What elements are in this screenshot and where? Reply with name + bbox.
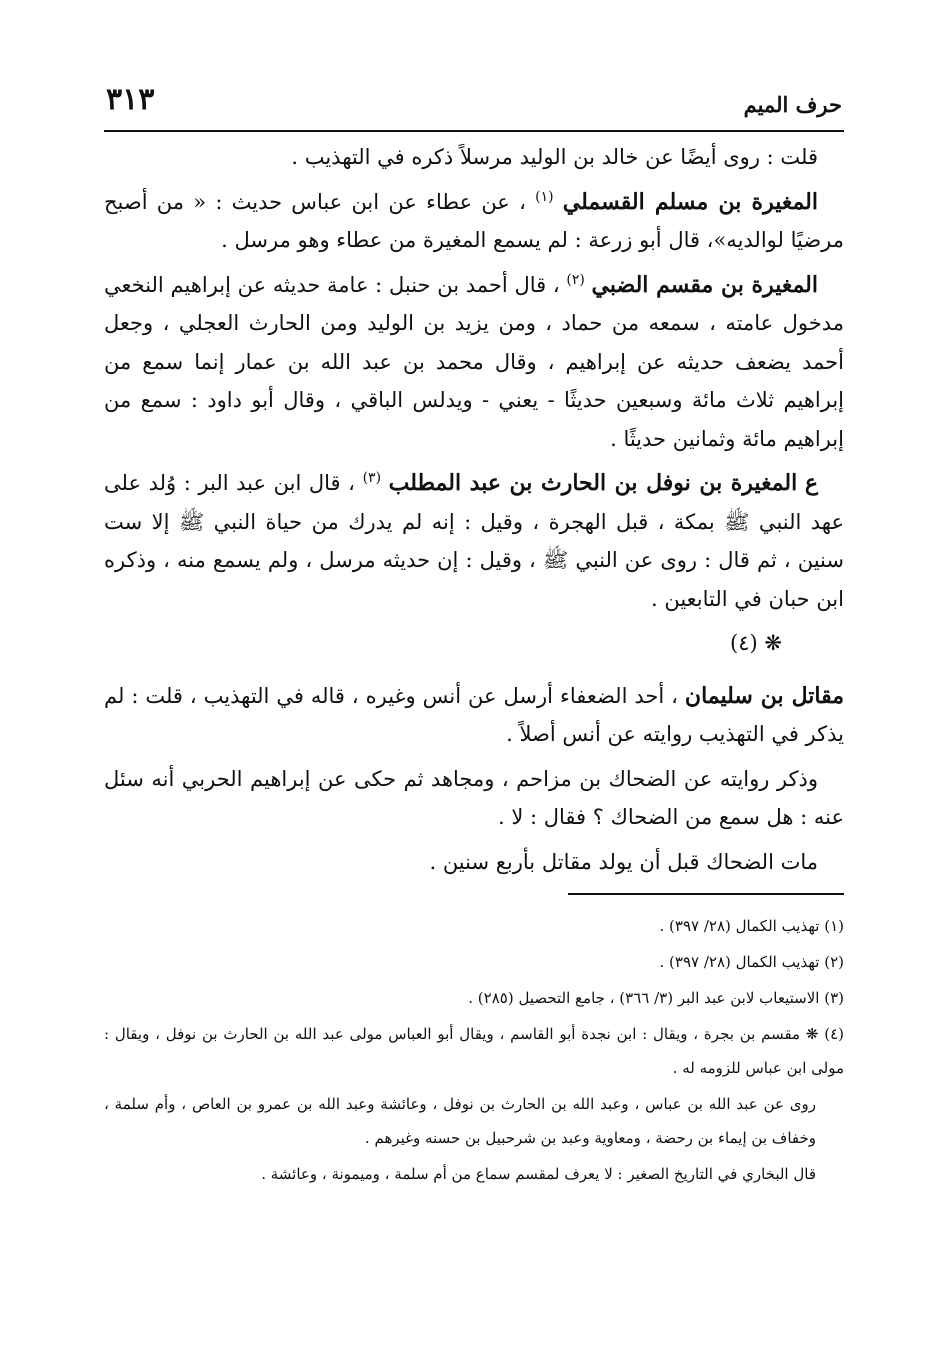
- book-page: [104, 72, 844, 1191]
- entry-name: المغيرة بن مقسم الضبي: [591, 271, 818, 298]
- footnote-ref-2: (٢): [566, 271, 585, 288]
- entry-mughira-dabbi: [104, 266, 844, 459]
- page-number: ٣١٣: [106, 82, 155, 117]
- entry-prefix: ع: [804, 470, 818, 496]
- footnote-4: (٤) ❋ مقسم بن بجرة ، ويقال : ابن نجدة أبو القاسم ، ويقال أبو العباس مولى عبد الله بن الحارث بن نوفل ، ويقال : مولى ابن عباس للزومه له .: [104, 1025, 844, 1077]
- footnote-1: (١) تهذيب الكمال (٢٨/ ٣٩٧) .: [659, 917, 844, 935]
- footnote-2: (٢) تهذيب الكمال (٢٨/ ٣٩٧) .: [659, 953, 844, 971]
- entry-text: ، قال أحمد بن حنبل : عامة حديثه عن إبراهيم النخعي مدخول عامته ، سمعه من حماد ، ومن يزيد بن الوليد ومن الحارث العجلي ، وجعل أحمد يضعف حديثه عن إبراهيم ، وقال محمد بن عبد الله بن عمار إنما سمع من إبراهيم ثلاث مائة وسبعين حديثًا - يعني - ويدلس الباقي ، وقال أبو داود : سمع من إبراهيم مائة وثمانين حديثًا .: [104, 272, 844, 451]
- entry-mughira-qasmali: [104, 183, 844, 260]
- page-header: [104, 72, 844, 132]
- entry-text: ، قال ابن عبد البر : وُلد على عهد النبي ﷺ بمكة ، قبل الهجرة ، وقيل : إنه لم يدرك من حياة النبي ﷺ إلا ست سنين ، ثم قال : روى عن النبي ﷺ ، وقيل : إن حديثه مرسل ، ولم يسمع منه ، وذكره ابن حبان في التابعين .: [104, 471, 844, 611]
- star-footnote-marker: ❋ (٤): [730, 631, 782, 655]
- entry-name: مقاتل بن سليمان: [684, 682, 844, 709]
- entry-text: ، أحد الضعفاء أرسل عن أنس وغيره ، قاله في التهذيب ، قلت : لم يذكر في التهذيب روايته عن أنس أصلاً .: [104, 683, 844, 746]
- entry-name: المغيرة بن مسلم القسملي: [562, 188, 818, 215]
- paragraph-death: مات الضحاك قبل أن يولد مقاتل بأربع سنين .: [429, 849, 818, 874]
- footnote-4-bukhari: قال البخاري في التاريخ الصغير : لا يعرف لمقسم سماع من أم سلمة ، وميمونة ، وعائشة .: [261, 1165, 816, 1183]
- footnote-ref-3: (٣): [362, 470, 382, 486]
- entry-muqatil: [104, 677, 844, 754]
- entry-name: المغيرة بن نوفل بن الحارث بن عبد المطلب: [388, 470, 798, 496]
- footnote-ref-1: (١): [535, 188, 554, 205]
- footnote-rule: [568, 893, 844, 895]
- header-rule: [104, 130, 844, 132]
- footnote-3: (٣) الاستيعاب لابن عبد البر (٣/ ٣٦٦) ، جامع التحصيل (٢٨٥) .: [468, 989, 844, 1007]
- entry-mughira-nawfal: [104, 464, 844, 618]
- paragraph-1: قلت : روى أيضًا عن خالد بن الوليد مرسلاً ذكره في التهذيب .: [291, 145, 818, 169]
- paragraph-dahhak: وذكر روايته عن الضحاك بن مزاحم ، ومجاهد ثم حكى عن إبراهيم الحربي أنه سئل عنه : هل سمع من الضحاك ؟ فقال : لا .: [104, 766, 844, 829]
- main-text: [104, 138, 844, 881]
- entry-text: ، عن عطاء عن ابن عباس حديث : « من أصبح مرضيًا لوالديه»، قال أبو زرعة : لم يسمع المغيرة من عطاء وهو مرسل .: [104, 189, 844, 252]
- running-title: حرف الميم: [743, 92, 842, 117]
- footnote-4-narrators: روى عن عبد الله بن عباس ، وعبد الله بن الحارث بن نوفل ، وعائشة وعبد الله بن عمرو بن العاص ، وأم سلمة ، وخفاف بن إيماء بن رحضة ، ومعاوية وعبد بن شرحبيل بن حسنه وغيرهم .: [104, 1095, 816, 1147]
- footnotes: [104, 909, 844, 1191]
